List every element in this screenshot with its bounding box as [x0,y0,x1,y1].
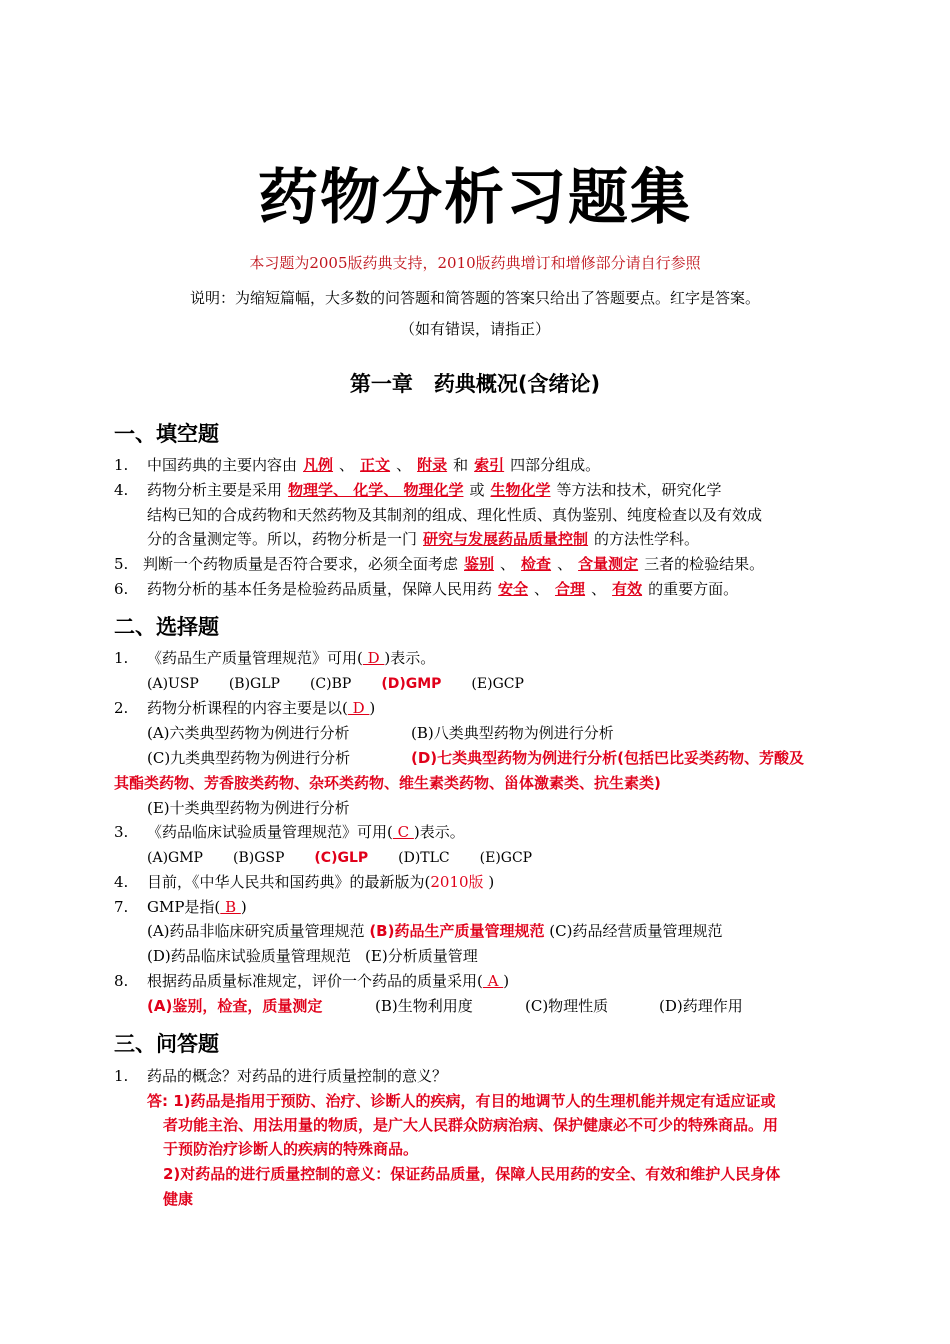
fill-question-6 [147,579,738,599]
option: (E)分析质量管理 [365,947,478,965]
answer-letter: D [362,649,385,667]
answer-blank: 含量测定 [578,555,639,573]
question-text: GMP是指( [147,898,221,916]
option: (A)USP [147,676,199,692]
choice-question-2 [147,698,375,718]
question-text: )表示。 [413,823,465,841]
option: (D)药品临床试验质量管理规范 [147,947,351,965]
explanation-note: 说明：为缩短篇幅，大多数的问答题和简答题的答案只给出了答题要点。红字是答案。 [189,289,760,307]
correct-option: (D)七类典型药物为例进行分析(包括巴比妥类药物、芳酸及 [411,749,805,767]
choice-question-7 [147,897,247,917]
answer-blank: 检查 [521,555,552,573]
question-number: 8. [114,972,129,990]
question-number: 4. [114,481,129,499]
question-text: ) [369,699,376,717]
question-number: 7. [114,898,129,916]
question-number: 4. [114,873,129,891]
option: (E)GCP [471,676,524,692]
question-text: 的重要方面。 [648,580,739,598]
answer-blank: 合理 [555,580,586,598]
answer-blank: 有效 [612,580,643,598]
question-text: )表示。 [384,649,436,667]
option: (B)GLP [228,676,280,692]
answer-blank: 索引 [474,456,505,474]
options-row [147,673,554,694]
option: (A)六类典型药物为例进行分析 [147,724,350,742]
chapter-title: 第一章 药典概况(含绪论) [349,372,601,396]
fill-question-4 [147,480,722,500]
answer-blank: 鉴别 [464,555,495,573]
option: (E)GCP [479,850,533,866]
separator: 、 [591,580,607,598]
question-text: 四部分组成。 [510,456,601,474]
separator: 、 [339,456,355,474]
question-text: 判断一个药物质量是否符合要求，必须全面考虑 [143,555,459,573]
question-number: 5. [114,555,129,573]
option: (C)九类典型药物为例进行分析 [147,749,351,767]
separator: 、 [557,555,573,573]
question-text: 药物分析主要是采用 [147,481,283,499]
answer-blank: 凡例 [303,456,334,474]
answer-line: 于预防治疗诊断人的疾病的特殊商品。 [163,1140,419,1158]
answer-blank: 正文 [360,456,391,474]
section-fill-blank-heading: 一、填空题 [114,422,219,446]
correct-option-continued: 其酯类药物、芳香胺类药物、杂环类药物、维生素类药物、甾体激素类、抗生素类) [114,774,661,792]
question-number: 1. [114,1067,129,1085]
correct-option: (D)GMP [381,676,442,692]
answer-letter: D [347,699,370,717]
question-text: ) [483,873,495,891]
section-qa-heading: 三、问答题 [114,1032,219,1056]
fill-question-5 [143,554,764,574]
question-number: 1. [114,456,129,474]
options-row [147,946,478,966]
question-number: 2. [114,699,129,717]
fill-question-4-line3 [147,529,699,549]
answer-value: 2010版 [430,873,484,891]
errors-note: （如有错误，请指正） [399,320,550,338]
choice-question-3 [147,822,465,842]
answer-letter: B [220,898,241,916]
document-title: 药物分析习题集 [258,163,692,233]
separator: 或 [469,481,485,499]
question-text: 的方法性学科。 [594,530,700,548]
edition-note: 本习题为2005版药典支持，2010版药典增订和增修部分请自行参照 [249,254,701,272]
answer-blank: 附录 [417,456,448,474]
option: (D)药理作用 [659,997,743,1015]
options-row [147,847,562,868]
choice-question-4 [147,872,494,892]
question-text: 《药品临床试验质量管理规范》可用( [147,823,393,841]
option: (A)药品非临床研究质量管理规范 [147,922,365,940]
question-text: 等方法和技术，研究化学 [556,481,722,499]
question-text: 根据药品质量标准规定，评价一个药品的质量采用( [147,972,483,990]
answer-line: 健康 [163,1190,194,1208]
correct-option: (C)GLP [314,850,369,866]
qa-question-1: 药品的概念？对药品的进行质量控制的意义？ [147,1067,448,1085]
question-text: 药物分析课程的内容主要是以( [147,699,348,717]
option: (C)BP [309,676,352,692]
question-text: ) [240,898,247,916]
question-text: ) [503,972,510,990]
answer-letter: C [392,823,414,841]
option: (E)十类典型药物为例进行分析 [147,799,350,817]
choice-question-8 [147,971,509,991]
question-text: 药物分析的基本任务是检验药品质量，保障人民用药 [147,580,493,598]
section-choice-heading: 二、选择题 [114,615,219,639]
option: (C)药品经营质量管理规范 [549,922,723,940]
question-number: 1. [114,649,129,667]
correct-option: (B)药品生产质量管理规范 [369,922,545,940]
option: (B)生物利用度 [375,997,473,1015]
question-text: 目前，《中华人民共和国药典》的最新版为( [147,873,431,891]
answer-blank: 研究与发展药品质量控制 [423,530,589,548]
fill-question-1 [147,455,600,475]
question-text: 三者的检验结果。 [644,555,765,573]
answer-line: 答: 1)药品是指用于预防、治疗、诊断人的疾病，有目的地调节人的生理机能并规定有适应证或 [147,1092,776,1110]
choice-question-1 [147,648,435,668]
separator: 、 [500,555,516,573]
question-text: 《药品生产质量管理规范》可用( [147,649,363,667]
separator: 、 [534,580,550,598]
option: (B)GSP [232,850,285,866]
answer-blank: 物理学、 化学、 物理化学 [288,481,464,499]
question-number: 6. [114,580,129,598]
answer-line: 2)对药品的进行质量控制的意义：保证药品质量，保障人民用药的安全、有效和维护人民身体 [163,1165,781,1183]
option: (D)TLC [398,850,450,866]
option: (C)物理性质 [525,997,609,1015]
separator: 、 [396,456,412,474]
correct-option: (A)鉴别，检查，质量测定 [147,997,323,1015]
question-text: 中国药典的主要内容由 [147,456,298,474]
answer-blank: 生物化学 [490,481,551,499]
answer-line: 者功能主治、用法用量的物质，是广大人民群众防病治病、保护健康必不可少的特殊商品。用 [163,1116,779,1134]
option: (A)GMP [147,850,203,866]
question-text-line: 结构已知的合成药物和天然药物及其制剂的组成、理化性质、真伪鉴别、纯度检查以及有效成 [147,506,763,524]
options-row [147,921,722,941]
question-text: 分的含量测定等。所以，药物分析是一门 [147,530,418,548]
answer-blank: 安全 [498,580,529,598]
answer-letter: A [482,972,504,990]
option: (B)八类典型药物为例进行分析 [411,724,614,742]
question-number: 3. [114,823,129,841]
separator: 和 [453,456,469,474]
